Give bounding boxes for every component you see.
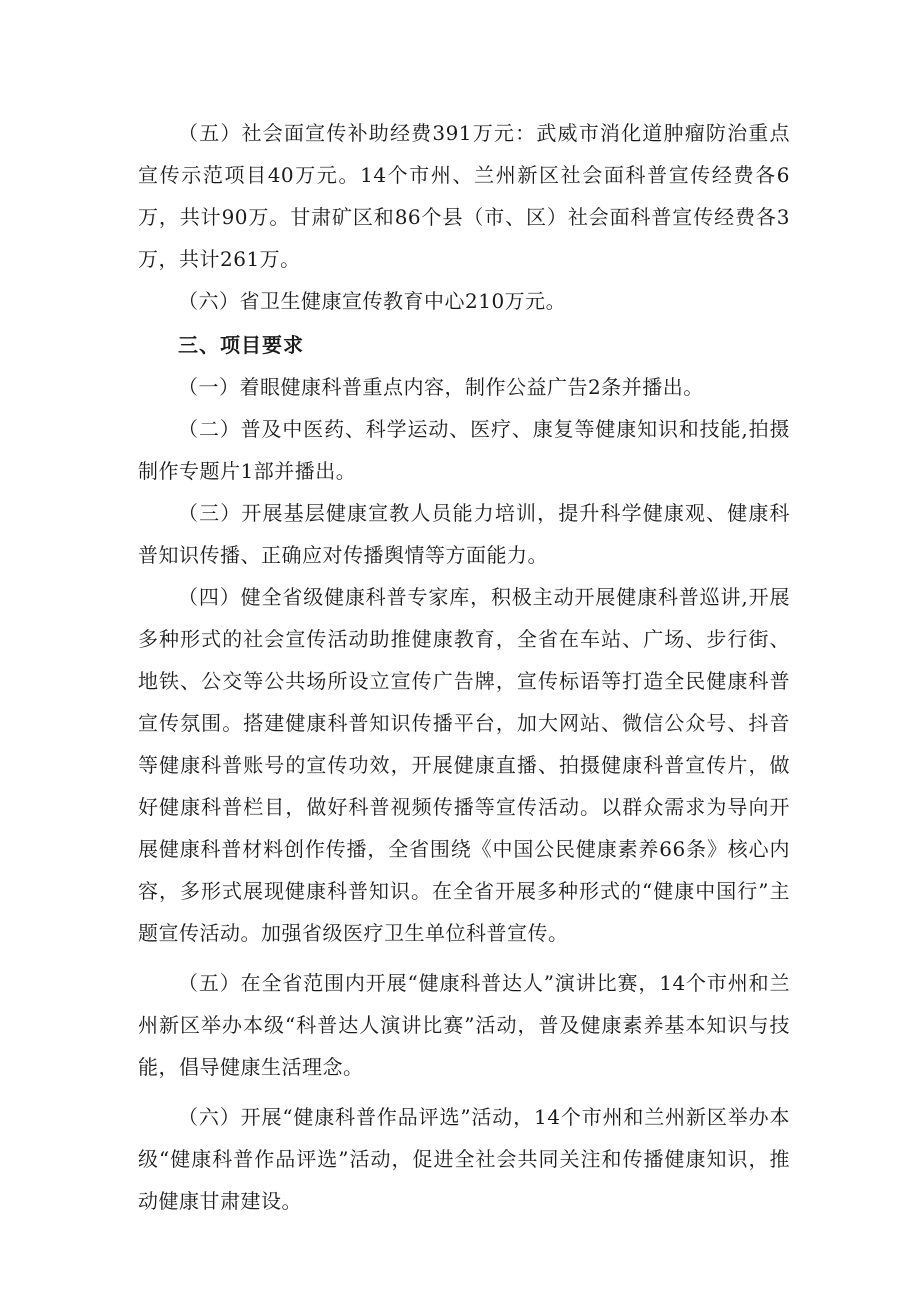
- paragraph-funding-5: （五）社会面宣传补助经费391万元：武威市消化道肿瘤防治重点宣传示范项目40万元。14个市州、兰州新区社会面科普宣传经费各6万，共计90万。甘肃矿区和86个县（市、区）社会面科普宣传经费各3万，共计261万。: [138, 121, 790, 271]
- document-page: [138, 112, 790, 1222]
- requirement-3: （三）开展基层健康宣教人员能力培训，提升科学健康观、健康科普知识传播、正确应对传播舆情等方面能力。: [138, 501, 790, 567]
- paragraph-funding-6: （六）省卫生健康宣传教育中心210万元。: [178, 289, 567, 313]
- requirement-1: （一）着眼健康科普重点内容，制作公益广告2条并播出。: [178, 375, 704, 399]
- requirement-5: （五）在全省范围内开展“健康科普达人”演讲比赛，14个市州和兰州新区举办本级“科普达人演讲比赛”活动，普及健康素养基本知识与技能，倡导健康生活理念。: [138, 971, 790, 1079]
- requirement-2: （二）普及中医药、科学运动、医疗、康复等健康知识和技能,拍摄制作专题片1部并播出。: [138, 417, 790, 483]
- requirement-6: （六）开展“健康科普作品评选”活动，14个市州和兰州新区举办本级“健康科普作品评选”活动，促进全社会共同关注和传播健康知识，推动健康甘肃建设。: [138, 1105, 790, 1213]
- requirement-4: （四）健全省级健康科普专家库，积极主动开展健康科普巡讲,开展多种形式的社会宣传活动助推健康教育，全省在车站、广场、步行街、地铁、公交等公共场所设立宣传广告牌，宣传标语等打造全民健康科普宣传氛围。搭建健康科普知识传播平台，加大网站、微信公众号、抖音等健康科普账号的宣传功效，开展健康直播、拍摄健康科普宣传片，做好健康科普栏目，做好科普视频传播等宣传活动。以群众需求为导向开展健康科普材料创作传播，全省围绕《中国公民健康素养66条》核心内容，多形式展现健康科普知识。在全省开展多种形式的“健康中国行”主题宣传活动。加强省级医疗卫生单位科普宣传。: [138, 585, 790, 945]
- section-heading: 三、项目要求: [178, 333, 304, 357]
